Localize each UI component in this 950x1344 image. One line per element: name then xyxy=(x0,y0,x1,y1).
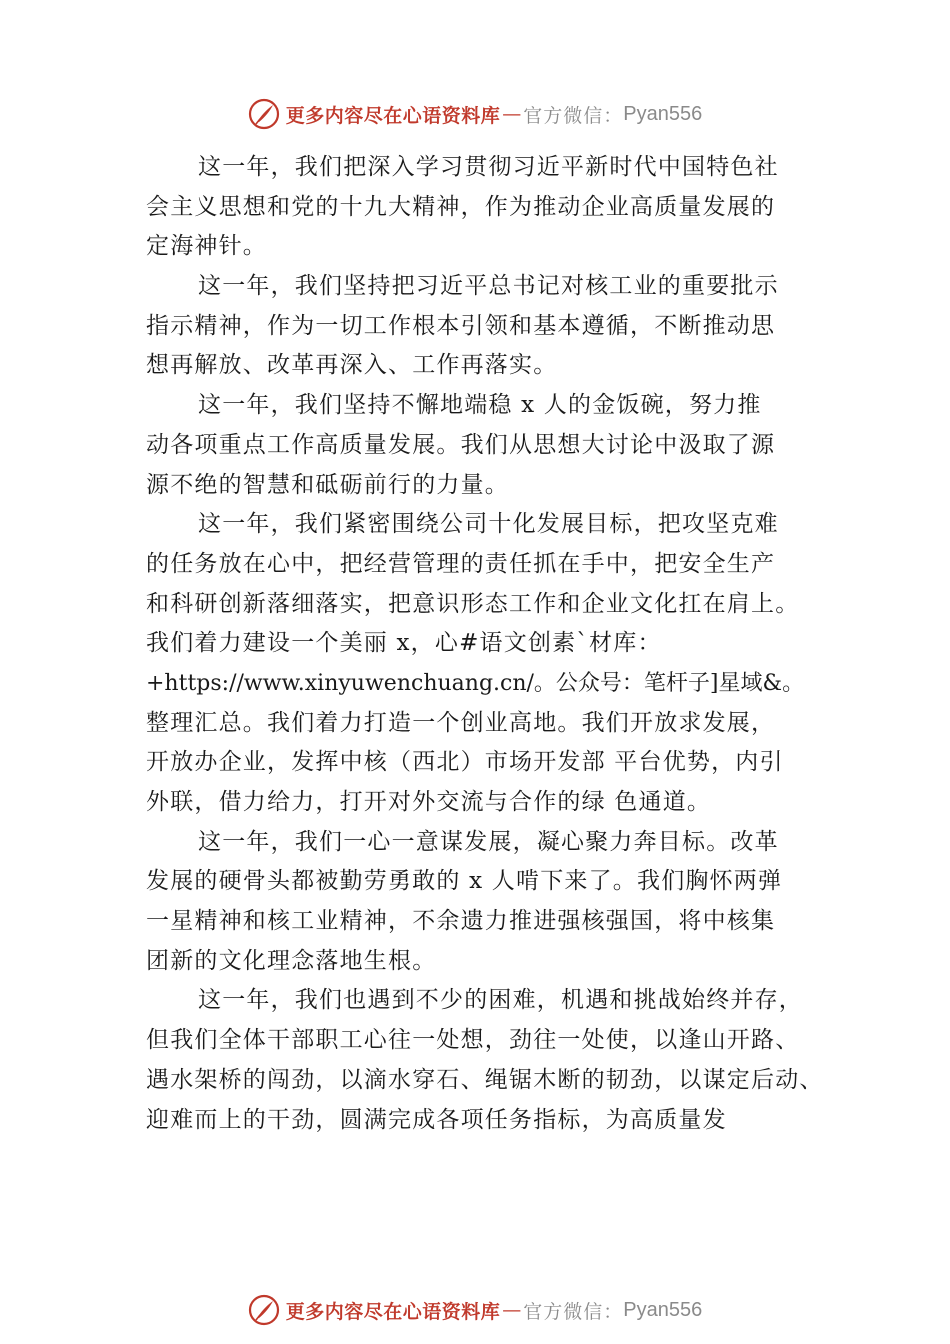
quill-logo-icon xyxy=(248,98,280,130)
text-line: 源不绝的智慧和砥砺前行的力量。 xyxy=(146,471,509,498)
text-line: 会主义思想和党的十九大精神，作为推动企业高质量发展的 xyxy=(146,193,776,220)
text-line: 我们着力建设一个美丽 x，心#语文创素`材库： xyxy=(146,630,662,657)
document-body xyxy=(146,148,836,1140)
text-line: 一星精神和核工业精神，不余遗力推进强核强国，将中核集 xyxy=(146,908,776,935)
banner-wechat-id: Pyan556 xyxy=(623,102,703,125)
text-line: 开放办企业，发挥中核（西北）市场开发部 平台优势，内引 xyxy=(146,749,784,776)
text-line: 的任务放在心中，把经营管理的责任抓在手中，把安全生产 xyxy=(146,550,776,577)
text-line: 发展的硬骨头都被勤劳勇敢的 x 人啃下来了。我们胸怀两弹 xyxy=(146,868,783,895)
text-line: 这一年，我们一心一意谋发展，凝心聚力奔目标。改革 xyxy=(198,828,779,855)
banner-wechat-label: 官方微信： xyxy=(523,104,624,127)
text-line: 动各项重点工作高质量发展。我们从思想大讨论中汲取了源 xyxy=(146,431,776,458)
quill-logo-icon xyxy=(248,1294,280,1326)
text-line: 外联，借力给力，打开对外交流与合作的绿 色通道。 xyxy=(146,789,712,815)
footer-banner xyxy=(0,1292,950,1328)
banner-dash: — xyxy=(502,103,522,125)
text-line: +https://www.xinyuwenchuang.cn/。公众号：笔杆子]星域&。 xyxy=(146,670,805,696)
text-line: 指示精神，作为一切工作根本引领和基本遵循，不断推动思 xyxy=(146,312,776,339)
text-line: 迎难而上的干劲，圆满完成各项任务指标，为高质量发 xyxy=(146,1106,727,1133)
text-line: 定海神针。 xyxy=(146,233,267,260)
banner-site-name: 更多内容尽在心语资料库 xyxy=(285,104,501,127)
text-line: 和科研创新落细落实，把意识形态工作和企业文化扛在肩上。 xyxy=(146,590,800,617)
banner-wechat-label: 官方微信： xyxy=(523,1300,624,1323)
text-line: 但我们全体干部职工心往一处想，劲往一处使，以逢山开路、 xyxy=(146,1027,800,1054)
text-line: 这一年，我们把深入学习贯彻习近平新时代中国特色社 xyxy=(198,154,779,180)
text-line: 这一年，我们坚持不懈地端稳 x 人的金饭碗，努力推 xyxy=(198,392,762,419)
text-line: 遇水架桥的闯劲，以滴水穿石、绳锯木断的韧劲，以谋定后动、 xyxy=(146,1066,824,1093)
text-line: 想再解放、改革再深入、工作再落实。 xyxy=(146,352,558,379)
banner-wechat-id: Pyan556 xyxy=(623,1298,703,1321)
text-line: 这一年，我们坚持把习近平总书记对核工业的重要批示 xyxy=(198,273,779,300)
banner-site-name: 更多内容尽在心语资料库 xyxy=(285,1300,501,1323)
text-line: 这一年，我们紧密围绕公司十化发展目标，把攻坚克难 xyxy=(198,511,779,538)
text-line: 整理汇总。我们着力打造一个创业高地。我们开放求发展， xyxy=(146,709,776,736)
text-line: 这一年，我们也遇到不少的困难，机遇和挑战始终并存， xyxy=(198,987,803,1014)
text-line: 团新的文化理念落地生根。 xyxy=(146,947,437,974)
banner-dash: — xyxy=(502,1299,522,1321)
header-banner xyxy=(0,96,950,132)
